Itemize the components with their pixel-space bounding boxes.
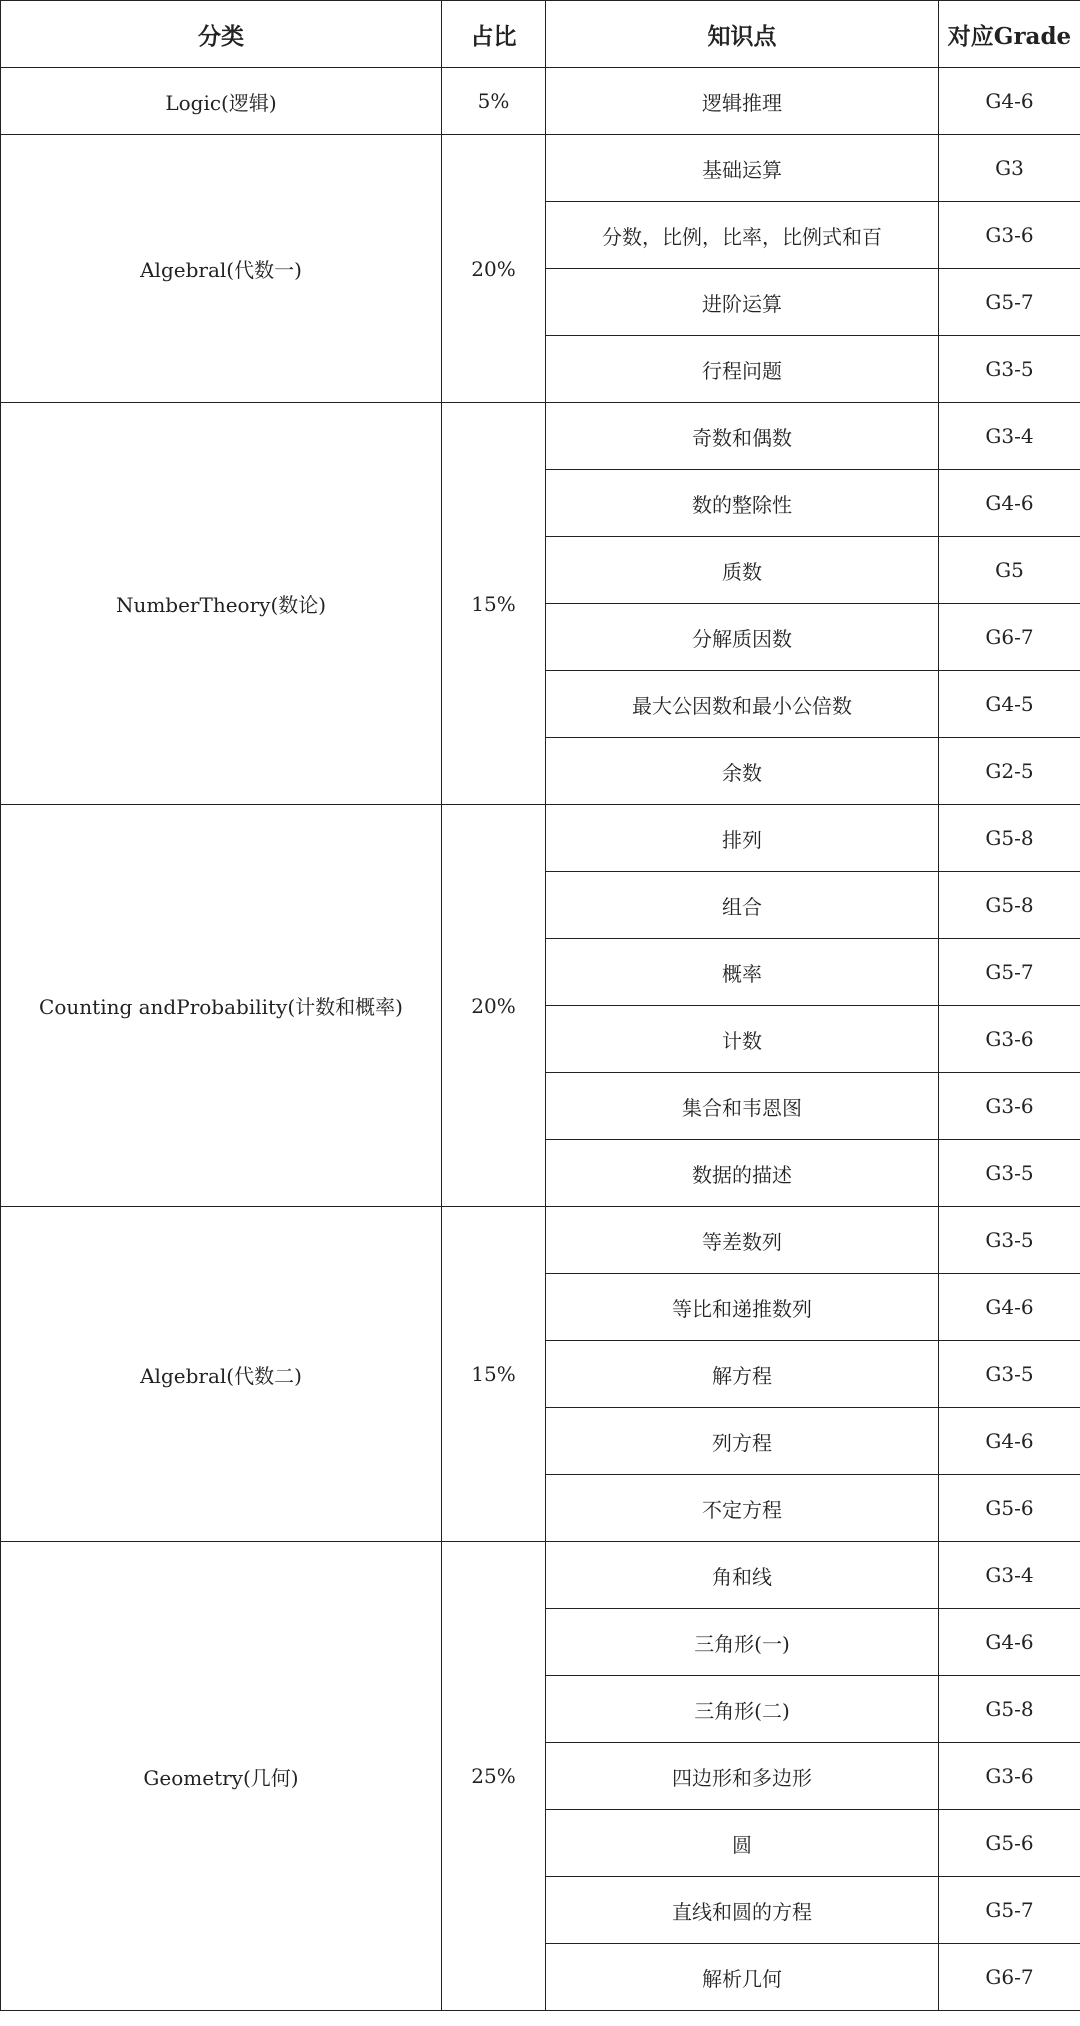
header-category: 分类 [1,1,442,68]
category-cell: Algebral(代数二) [1,1207,442,1542]
grade-cell: G5 [939,537,1080,604]
table-row [1,68,1080,135]
share-cell: 20% [442,135,546,403]
grade-cell: G3-4 [939,1542,1080,1609]
topic-cell: 三角形(二) [546,1676,939,1743]
grade-cell: G3-6 [939,1073,1080,1140]
topic-cell: 计数 [546,1006,939,1073]
grade-cell: G5-8 [939,872,1080,939]
grade-cell: G5-7 [939,269,1080,336]
grade-cell: G3-6 [939,1006,1080,1073]
topic-cell: 解方程 [546,1341,939,1408]
grade-cell: G4-6 [939,1609,1080,1676]
topic-cell: 行程问题 [546,336,939,403]
topic-cell: 排列 [546,805,939,872]
table-row [1,1542,1080,1609]
topic-cell: 圆 [546,1810,939,1877]
topic-cell: 等比和递推数列 [546,1274,939,1341]
grade-cell: G5-7 [939,1877,1080,1944]
topic-cell: 组合 [546,872,939,939]
topic-cell: 三角形(一) [546,1609,939,1676]
topic-cell: 基础运算 [546,135,939,202]
header-topic: 知识点 [546,1,939,68]
topic-cell: 数据的描述 [546,1140,939,1207]
grade-cell: G6-7 [939,1944,1080,2011]
topic-cell: 余数 [546,738,939,805]
topic-cell: 不定方程 [546,1475,939,1542]
grade-cell: G4-6 [939,1274,1080,1341]
grade-cell: G3-5 [939,1341,1080,1408]
topic-cell: 分解质因数 [546,604,939,671]
topic-cell: 逻辑推理 [546,68,939,135]
header-share: 占比 [442,1,546,68]
category-cell: Geometry(几何) [1,1542,442,2011]
topic-cell: 分数，比例，比率，比例式和百 [546,202,939,269]
table-row [1,805,1080,872]
grade-cell: G5-8 [939,1676,1080,1743]
grade-cell: G4-6 [939,470,1080,537]
table-row [1,403,1080,470]
topic-cell: 等差数列 [546,1207,939,1274]
grade-cell: G3-6 [939,1743,1080,1810]
topic-cell: 列方程 [546,1408,939,1475]
grade-cell: G3-5 [939,336,1080,403]
grade-cell: G4-5 [939,671,1080,738]
category-cell: Counting andProbability(计数和概率) [1,805,442,1207]
share-cell: 25% [442,1542,546,2011]
topic-cell: 数的整除性 [546,470,939,537]
topic-cell: 集合和韦恩图 [546,1073,939,1140]
grade-cell: G2-5 [939,738,1080,805]
category-cell: Logic(逻辑) [1,68,442,135]
grade-cell: G3-5 [939,1140,1080,1207]
table-row [1,1207,1080,1274]
topic-cell: 解析几何 [546,1944,939,2011]
share-cell: 20% [442,805,546,1207]
grade-cell: G3-5 [939,1207,1080,1274]
category-cell: NumberTheory(数论) [1,403,442,805]
grade-cell: G3-4 [939,403,1080,470]
grade-cell: G6-7 [939,604,1080,671]
table-row [1,135,1080,202]
topic-cell: 概率 [546,939,939,1006]
header-grade: 对应Grade [939,1,1080,68]
header-row [1,1,1080,68]
topic-cell: 奇数和偶数 [546,403,939,470]
grade-cell: G3 [939,135,1080,202]
topic-cell: 四边形和多边形 [546,1743,939,1810]
grade-cell: G5-8 [939,805,1080,872]
topic-cell: 最大公因数和最小公倍数 [546,671,939,738]
share-cell: 15% [442,1207,546,1542]
grade-cell: G5-7 [939,939,1080,1006]
category-cell: Algebral(代数一) [1,135,442,403]
grade-cell: G5-6 [939,1810,1080,1877]
topic-cell: 角和线 [546,1542,939,1609]
grade-cell: G4-6 [939,1408,1080,1475]
grade-cell: G3-6 [939,202,1080,269]
share-cell: 15% [442,403,546,805]
topic-cell: 进阶运算 [546,269,939,336]
topic-cell: 直线和圆的方程 [546,1877,939,1944]
topic-cell: 质数 [546,537,939,604]
grade-cell: G5-6 [939,1475,1080,1542]
grade-cell: G4-6 [939,68,1080,135]
share-cell: 5% [442,68,546,135]
